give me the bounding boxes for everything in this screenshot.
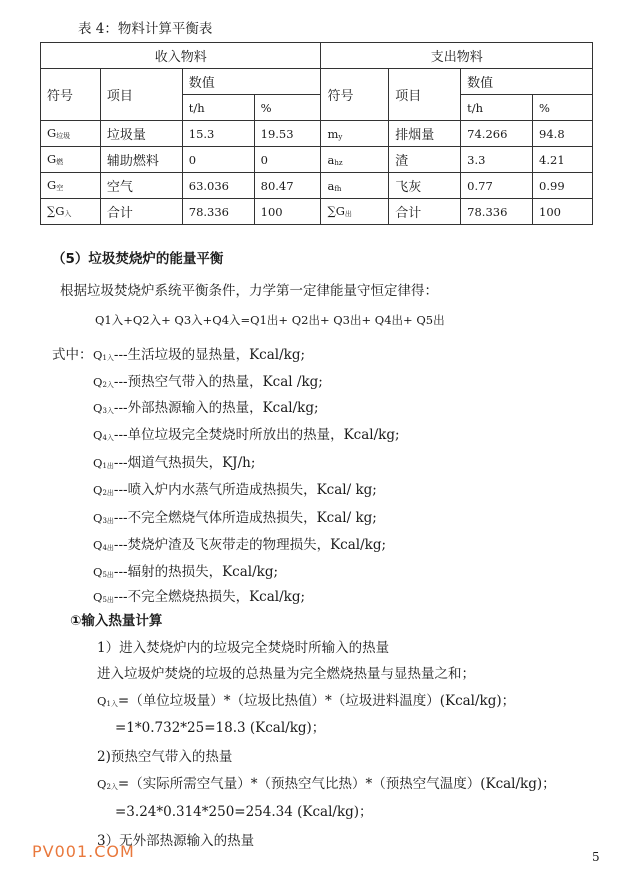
input-heat-title: ①输入热量计算 — [70, 613, 163, 629]
col-symbol-out: 符号 — [321, 69, 389, 121]
value-pct-out: 0.99 — [533, 173, 593, 199]
symbol-out: $m_y$ — [321, 121, 389, 147]
value-pct-in: 0 — [254, 147, 321, 173]
definition-item: $Q_{4入}---$单位垃圾完全焚烧时所放出的热量，Kcal/kg; — [93, 427, 400, 443]
item-out: 合计 — [389, 199, 461, 225]
value-th-in: 78.336 — [182, 199, 254, 225]
definition-item: $Q_{2入}---$预热空气带入的热量，Kcal /kg; — [93, 374, 323, 390]
section-5-title: （5）垃圾焚烧炉的能量平衡 — [52, 251, 224, 267]
item-out: 渣 — [389, 147, 461, 173]
paragraph-2-calc: =3.24*0.314*250=254.34 (Kcal/kg)； — [115, 804, 373, 820]
unit-th-out: t/h — [461, 95, 533, 121]
table-row — [41, 121, 593, 147]
symbol-in: $G_{垃圾}$ — [41, 121, 101, 147]
table-subheader-row — [41, 69, 593, 95]
item-in: 空气 — [100, 173, 182, 199]
paragraph-1-calc: =1*0.732*25=18.3 (Kcal/kg)； — [115, 720, 326, 736]
watermark: PV001.COM — [32, 842, 135, 861]
paragraph-3-heading: 3）无外部热源输入的热量 — [97, 833, 255, 849]
paragraph-1-text: 进入垃圾炉焚烧的垃圾的总热量为完全燃烧热量与显热量之和； — [97, 666, 475, 682]
paragraph-2-formula: $Q_{2入}=$（实际所需空气量）*（预热空气比热）*（预热空气温度）(Kcal/kg)； — [97, 776, 556, 792]
item-out: 飞灰 — [389, 173, 461, 199]
table-row — [41, 173, 593, 199]
item-in: 合计 — [100, 199, 182, 225]
table-row — [41, 147, 593, 173]
where-label: 式中： — [52, 347, 93, 363]
symbol-out: $\sum G_出$ — [321, 199, 389, 225]
value-th-out: 74.266 — [461, 121, 533, 147]
symbol-out: $a_{fh}$ — [321, 173, 389, 199]
value-th-out: 0.77 — [461, 173, 533, 199]
table-header-row — [41, 43, 593, 69]
symbol-in: $\sum G_入$ — [41, 199, 101, 225]
col-item-in: 项目 — [100, 69, 182, 121]
symbol-out: $a_{hz}$ — [321, 147, 389, 173]
value-pct-in: 19.53 — [254, 121, 321, 147]
value-th-in: 63.036 — [182, 173, 254, 199]
col-value-out: 数值 — [461, 69, 593, 95]
table-caption: 表 4：物料计算平衡表 — [78, 21, 213, 37]
income-header: 收入物料 — [41, 43, 321, 69]
definition-item: $Q_{5出}---$辐射的热损失，Kcal/kg; — [93, 564, 279, 580]
value-th-in: 0 — [182, 147, 254, 173]
intro-paragraph: 根据垃圾焚烧炉系统平衡条件，力学第一定律能量守恒定律得： — [60, 283, 438, 299]
definition-item: $Q_{1入}---$生活垃圾的显热量，Kcal/kg; — [93, 347, 306, 363]
col-item-out: 项目 — [389, 69, 461, 121]
symbol-in: $G_燃$ — [41, 147, 101, 173]
unit-th-in: t/h — [182, 95, 254, 121]
paragraph-1-formula: $Q_{1入}=$（单位垃圾量）*（垃圾比热值）*（垃圾进料温度）(Kcal/kg)； — [97, 693, 516, 709]
value-th-out: 3.3 — [461, 147, 533, 173]
definition-item: $Q_{2出}---$喷入炉内水蒸气所造成热损失，Kcal/ kg; — [93, 482, 377, 498]
col-value-in: 数值 — [182, 69, 321, 95]
item-out: 排烟量 — [389, 121, 461, 147]
item-in: 垃圾量 — [100, 121, 182, 147]
definition-item: $Q_{3出}---$不完全燃烧气体所造成热损失，Kcal/ kg; — [93, 510, 377, 526]
expense-header: 支出物料 — [321, 43, 593, 69]
symbol-in: $G_空$ — [41, 173, 101, 199]
energy-equation: Q1入+Q2入+ Q3入+Q4入=Q1出+ Q2出+ Q3出+ Q4出+ Q5出 — [95, 313, 445, 327]
value-pct-in: 100 — [254, 199, 321, 225]
table-total-row — [41, 199, 593, 225]
value-pct-in: 80.47 — [254, 173, 321, 199]
unit-pct-in: % — [254, 95, 321, 121]
value-pct-out: 100 — [533, 199, 593, 225]
value-th-in: 15.3 — [182, 121, 254, 147]
paragraph-2-heading: 2)预热空气带入的热量 — [97, 749, 233, 765]
definition-item: $Q_{4出}---$焚烧炉渣及飞灰带走的物理损失，Kcal/kg; — [93, 537, 387, 553]
definition-item: $Q_{5出}---$不完全燃烧热损失，Kcal/kg; — [93, 589, 306, 605]
unit-pct-out: % — [533, 95, 593, 121]
item-in: 辅助燃料 — [100, 147, 182, 173]
value-pct-out: 94.8 — [533, 121, 593, 147]
paragraph-1-heading: 1）进入焚烧炉内的垃圾完全焚烧时所输入的热量 — [97, 640, 390, 656]
definition-item: $Q_{1出}---$烟道气热损失，KJ/h; — [93, 455, 256, 471]
definition-item: $Q_{3入}---$外部热源输入的热量，Kcal/kg; — [93, 400, 319, 416]
value-th-out: 78.336 — [461, 199, 533, 225]
material-balance-table — [40, 42, 593, 225]
value-pct-out: 4.21 — [533, 147, 593, 173]
col-symbol-in: 符号 — [41, 69, 101, 121]
page-number: 5 — [592, 850, 600, 864]
